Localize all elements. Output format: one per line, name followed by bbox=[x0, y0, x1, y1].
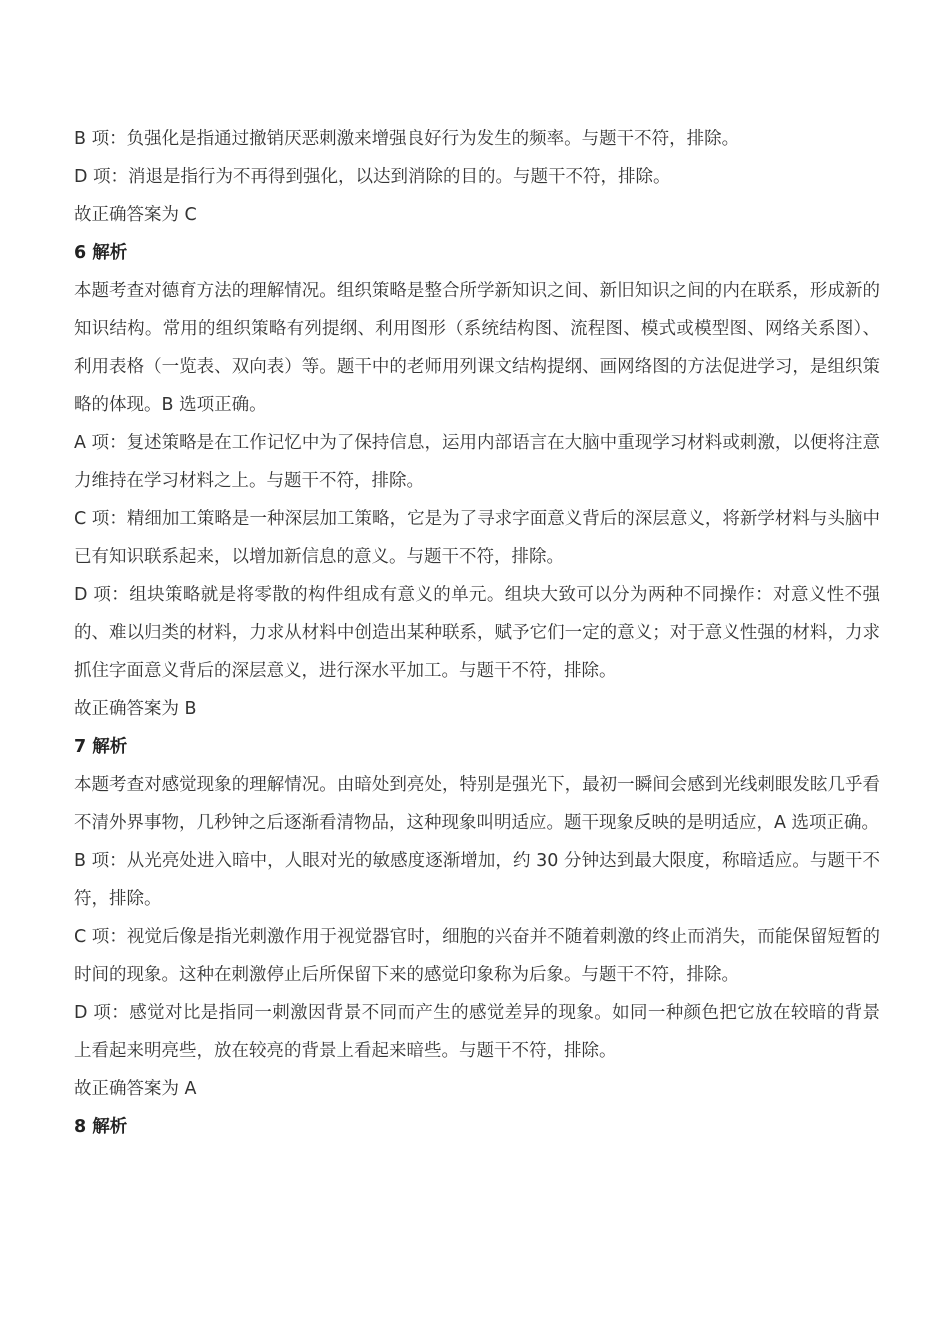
section-title-7: 7 解析 bbox=[74, 737, 128, 757]
section-7-answer: 故正确答案为 A bbox=[74, 1079, 197, 1099]
section-7-intro: 本题考查对感觉现象的理解情况。由暗处到亮处，特别是强光下，最初一瞬间会感到光线刺眼发眩几乎看不清外界事物，几秒钟之后逐渐看清物品，这种现象叫明适应。题干现象反映的是明适应，A 选项正确。 bbox=[74, 775, 880, 833]
explanation-d-item: D 项：消退是指行为不再得到强化，以达到消除的目的。与题干不符，排除。 bbox=[74, 167, 671, 187]
section-6-answer: 故正确答案为 B bbox=[74, 699, 197, 719]
section-title-8: 8 解析 bbox=[74, 1117, 128, 1137]
section-6-item-c: C 项：精细加工策略是一种深层加工策略，它是为了寻求字面意义背后的深层意义，将新学材料与头脑中已有知识联系起来，以增加新信息的意义。与题干不符，排除。 bbox=[74, 509, 880, 567]
explanation-b-item: B 项：负强化是指通过撤销厌恶刺激来增强良好行为发生的频率。与题干不符，排除。 bbox=[74, 129, 740, 149]
section-6-item-a: A 项：复述策略是在工作记忆中为了保持信息，运用内部语言在大脑中重现学习材料或刺激，以便将注意力维持在学习材料之上。与题干不符，排除。 bbox=[74, 433, 880, 491]
document-page bbox=[74, 120, 880, 1146]
answer-line: 故正确答案为 C bbox=[74, 205, 197, 225]
section-7-item-b: B 项：从光亮处进入暗中，人眼对光的敏感度逐渐增加，约 30 分钟达到最大限度，称暗适应。与题干不符，排除。 bbox=[74, 851, 880, 909]
section-title-6: 6 解析 bbox=[74, 243, 128, 263]
section-7-item-c: C 项：视觉后像是指光刺激作用于视觉器官时，细胞的兴奋并不随着刺激的终止而消失，而能保留短暂的时间的现象。这种在刺激停止后所保留下来的感觉印象称为后象。与题干不符，排除。 bbox=[74, 927, 880, 985]
section-6-item-d: D 项：组块策略就是将零散的构件组成有意义的单元。组块大致可以分为两种不同操作：对意义性不强的、难以归类的材料，力求从材料中创造出某种联系，赋予它们一定的意义；对于意义性强的材料，力求抓住字面意义背后的深层意义，进行深水平加工。与题干不符，排除。 bbox=[74, 585, 880, 681]
section-7-item-d: D 项：感觉对比是指同一刺激因背景不同而产生的感觉差异的现象。如同一种颜色把它放在较暗的背景上看起来明亮些，放在较亮的背景上看起来暗些。与题干不符，排除。 bbox=[74, 1003, 880, 1061]
section-6-intro: 本题考查对德育方法的理解情况。组织策略是整合所学新知识之间、新旧知识之间的内在联系，形成新的知识结构。常用的组织策略有列提纲、利用图形（系统结构图、流程图、模式或模型图、网络关系图）、利用表格（一览表、双向表）等。题干中的老师用列课文结构提纲、画网络图的方法促进学习，是组织策略的体现。B 选项正确。 bbox=[74, 281, 880, 415]
